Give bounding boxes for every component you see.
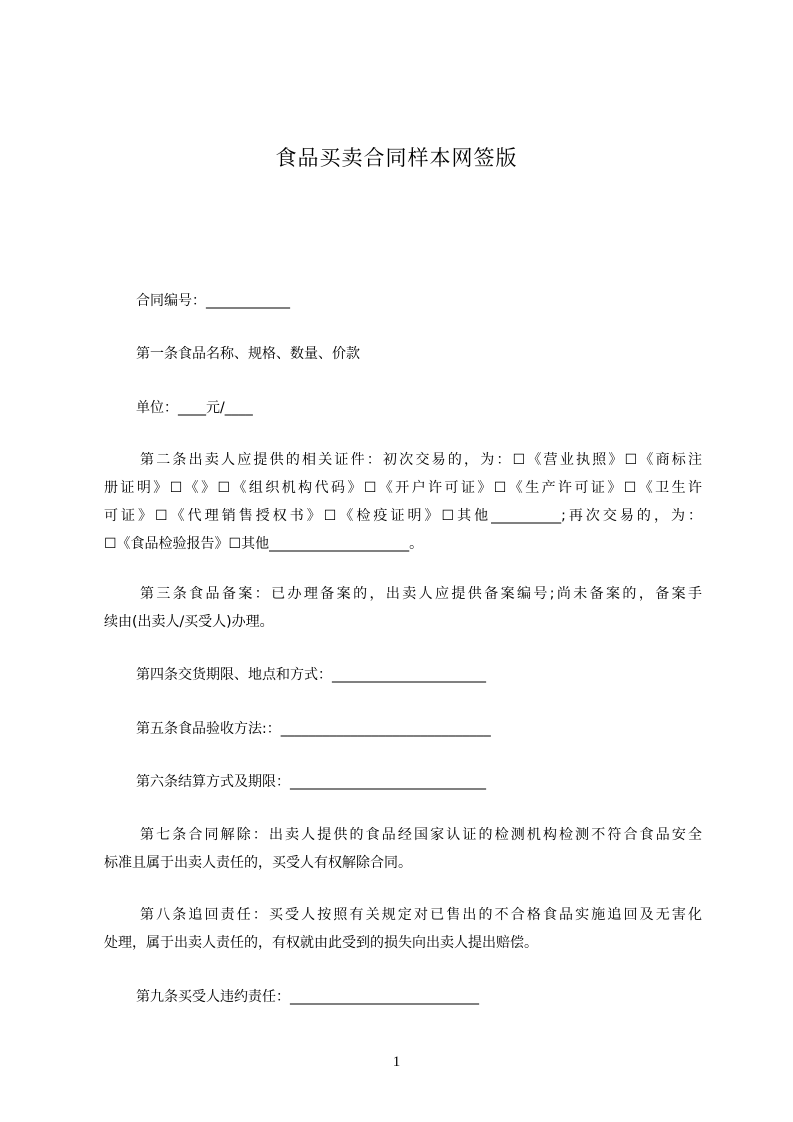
article-6: 第六条结算方式及期限：____________________________ — [136, 774, 486, 790]
article-3-line: 第三条食品备案：已办理备案的，出卖人应提供备案编号;尚未备案的，备案手 — [140, 586, 702, 602]
unit-line: 单位：____元/____ — [136, 400, 253, 416]
article-3 — [104, 580, 702, 636]
article-2-line: 第二条出卖人应提供的相关证件：初次交易的，为：☐《营业执照》☐《商标注 — [140, 452, 702, 468]
article-7-line: 第七条合同解除：出卖人提供的食品经国家认证的检测机构检测不符合食品安全 — [140, 827, 702, 843]
article-8-line: 处理，属于出卖人责任的，有权就由此受到的损失向出卖人提出赔偿。 — [104, 935, 538, 951]
article-3-line: 续由(出卖人/买受人)办理。 — [104, 614, 274, 630]
article-9: 第九条买受人违约责任：___________________________ — [136, 989, 479, 1005]
article-7 — [104, 821, 702, 877]
article-2-line: ☐《食品检验报告》☐其他____________________。 — [104, 536, 424, 552]
article-7-line: 标准且属于出卖人责任的，买受人有权解除合同。 — [104, 855, 412, 871]
article-5: 第五条食品验收方法:：______________________________ — [136, 721, 491, 737]
article-1: 第一条食品名称、规格、数量、价款 — [136, 346, 360, 362]
article-4: 第四条交货期限、地点和方式：______________________ — [136, 667, 486, 683]
article-8 — [104, 901, 702, 957]
document-title: 食品买卖合同样本网签版 — [275, 146, 518, 170]
contract-number: 合同编号：____________ — [136, 293, 290, 309]
article-2 — [104, 446, 702, 558]
page-number: 1 — [392, 1054, 401, 1070]
article-2-line: 可证》☐《代理销售授权书》☐《检疫证明》☐其他__________;再次交易的，为： — [104, 508, 702, 524]
article-8-line: 第八条追回责任：买受人按照有关规定对已售出的不合格食品实施追回及无害化 — [140, 907, 702, 923]
article-2-line: 册证明》☐《》☐《组织机构代码》☐《开户许可证》☐《生产许可证》☐《卫生许 — [104, 480, 702, 496]
